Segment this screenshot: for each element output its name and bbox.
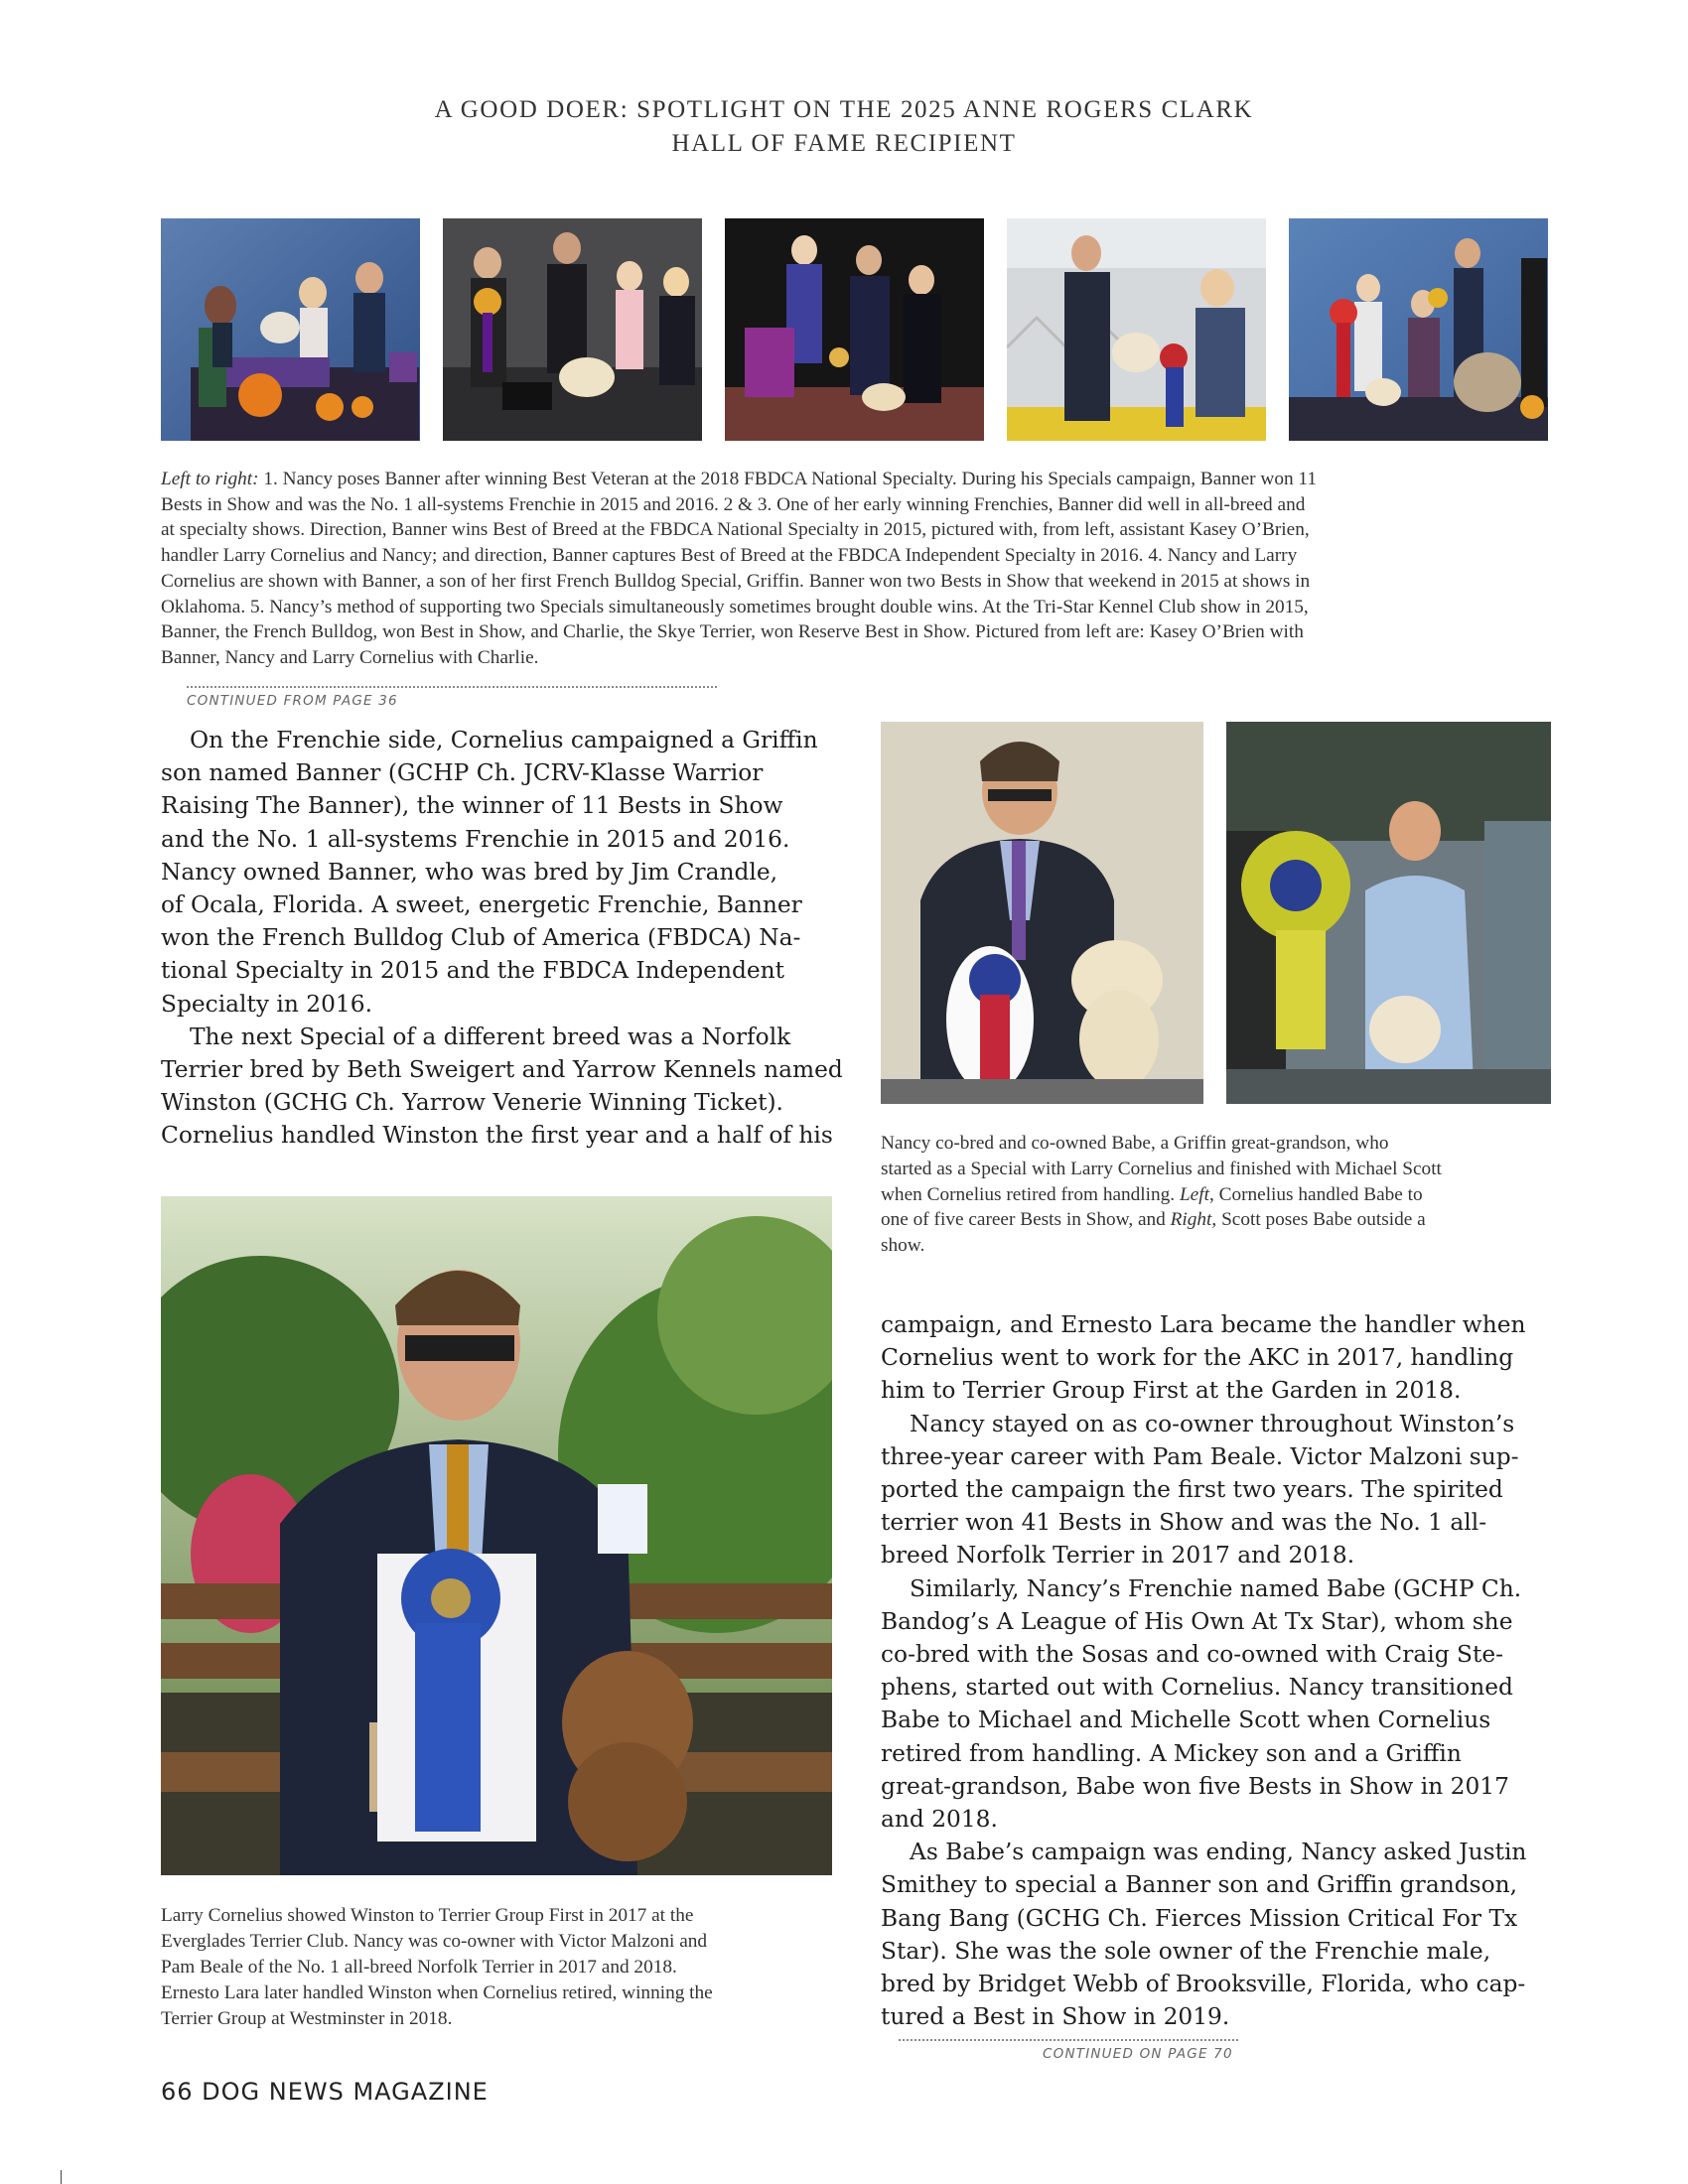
- left-body-column: [161, 724, 843, 1153]
- winston-caption-line-4: Ernesto Lara later handled Winston when Cornelius retired, winning the: [161, 1982, 713, 2003]
- caption-line-3: at specialty shows. Direction, Banner wins Best of Breed at the FBDCA National Specialty in 2015, pictured with, from left, assistant Kasey O’Brien,: [161, 519, 1310, 541]
- body-left-line-4: and the No. 1 all-systems Frenchie in 2015 and 2016.: [161, 825, 790, 853]
- body-right-line-5: three-year career with Pam Beale. Victor Malzoni sup-: [881, 1442, 1519, 1470]
- body-right-line-9: Similarly, Nancy’s Frenchie named Babe (GCHP Ch.: [910, 1574, 1522, 1602]
- body-right-line-3: him to Terrier Group First at the Garden in 2018.: [881, 1377, 1462, 1405]
- body-left-line-3: Raising The Banner), the winner of 11 Bests in Show: [161, 792, 783, 820]
- body-left-line-11: Terrier bred by Beth Sweigert and Yarrow Kennels named: [161, 1056, 843, 1084]
- top-photo-caption: [161, 467, 1551, 671]
- body-left-line-9: Specialty in 2016.: [161, 990, 372, 1018]
- crop-mark: [61, 2170, 62, 2184]
- babe-caption-left-word: Left: [1179, 1183, 1209, 1205]
- right-body-column: [881, 1308, 1556, 2033]
- continued-on-rule: [899, 2039, 1238, 2041]
- body-right-line-12: phens, started out with Cornelius. Nancy transitioned: [881, 1674, 1513, 1702]
- babe-caption-right-word: Right: [1170, 1209, 1212, 1231]
- winston-caption-line-1: Larry Cornelius showed Winston to Terrier Group First in 2017 at the: [161, 1905, 694, 1926]
- body-right-line-1: campaign, and Ernesto Lara became the handler when: [881, 1311, 1526, 1338]
- body-right-line-4: Nancy stayed on as co-owner throughout Winston’s: [910, 1410, 1515, 1437]
- photo-2-best-of-breed-2015: [443, 218, 702, 441]
- body-left-line-10: The next Special of a different breed was a Norfolk: [190, 1023, 791, 1050]
- babe-caption-line-1: Nancy co-bred and co-owned Babe, a Griffin great-grandson, who: [881, 1133, 1389, 1154]
- body-right-line-17: As Babe’s campaign was ending, Nancy asked Justin: [910, 1839, 1527, 1866]
- body-left-line-1: On the Frenchie side, Cornelius campaigned a Griffin: [190, 727, 818, 753]
- header-line-1: A GOOD DOER: SPOTLIGHT ON THE 2025 ANNE ROGERS CLARK: [434, 96, 1254, 123]
- winston-caption-line-3: Pam Beale of the No. 1 all-breed Norfolk Terrier in 2017 and 2018.: [161, 1957, 677, 1978]
- body-right-line-18: Smithey to special a Banner son and Griffin grandson,: [881, 1871, 1518, 1899]
- photo-5-tri-star-double-win: [1289, 218, 1548, 441]
- body-right-line-16: and 2018.: [881, 1806, 998, 1834]
- caption-line-6: Oklahoma. 5. Nancy’s method of supporting two Specials simultaneously sometimes brought double wins. At the Tri-Star Kennel Club show in 2015,: [161, 596, 1309, 617]
- photo-3-independent-specialty-2016: [725, 218, 984, 441]
- body-right-line-14: retired from handling. A Mickey son and a Griffin: [881, 1739, 1462, 1767]
- babe-caption-line-5: show.: [881, 1235, 925, 1257]
- winston-photo-caption: [161, 1903, 846, 2032]
- continued-on-note: CONTINUED ON PAGE 70: [1043, 2046, 1233, 2062]
- body-right-line-22: tured a Best in Show in 2019.: [881, 2003, 1230, 2031]
- body-left-line-13: Cornelius handled Winston the first year and a half of his: [161, 1122, 833, 1150]
- body-right-line-19: Bang Bang (GCHG Ch. Fierces Mission Critical For Tx: [881, 1904, 1518, 1932]
- babe-photo-caption: [881, 1131, 1556, 1259]
- winston-caption-line-5: Terrier Group at Westminster in 2018.: [161, 2008, 453, 2029]
- babe-caption-line-3: when Cornelius retired from handling.: [881, 1183, 1180, 1205]
- continued-from-note: CONTINUED FROM PAGE 36: [187, 693, 398, 709]
- caption-lead: Left to right:: [161, 469, 259, 489]
- photo-babe-with-scott: [1226, 722, 1551, 1104]
- body-right-line-8: breed Norfolk Terrier in 2017 and 2018.: [881, 1542, 1355, 1570]
- photo-babe-with-cornelius: [881, 722, 1203, 1104]
- caption-line-4: handler Larry Cornelius and Nancy; and direction, Banner captures Best of Breed at the FBDCA Independent Specialty in 2016. 4. Nancy and Larry: [161, 545, 1298, 567]
- body-left-line-7: won the French Bulldog Club of America (FBDCA) Na-: [161, 924, 801, 952]
- babe-caption-line-4: one of five career Bests in Show, and: [881, 1209, 1171, 1231]
- babe-caption-line-3b: , Cornelius handled Babe to: [1208, 1183, 1423, 1205]
- caption-line-8: Banner, Nancy and Larry Cornelius with Charlie.: [161, 646, 539, 668]
- photo-4-nancy-and-larry: [1007, 218, 1266, 441]
- caption-line-2: Bests in Show and was the No. 1 all-systems Frenchie in 2015 and 2016. 2 & 3. One of her early winning Frenchies, Banner did well in all-breed and: [161, 493, 1306, 515]
- body-left-line-2: son named Banner (GCHP Ch. JCRV-Klasse Warrior: [161, 759, 764, 787]
- photo-winston-with-cornelius: [161, 1196, 832, 1875]
- body-right-line-10: Bandog’s A League of His Own At Tx Star), whom she: [881, 1607, 1513, 1635]
- body-right-line-20: Star). She was the sole owner of the Frenchie male,: [881, 1937, 1491, 1965]
- caption-line-7: Banner, the French Bulldog, won Best in Show, and Charlie, the Skye Terrier, won Reserve Best in Show. Pictured from left are: Kasey O’Brien with: [161, 621, 1304, 643]
- babe-caption-line-2: started as a Special with Larry Cornelius and finished with Michael Scott: [881, 1158, 1442, 1179]
- page-footer: 66 DOG NEWS MAGAZINE: [161, 2078, 489, 2106]
- body-right-line-15: great-grandson, Babe won five Bests in Show in 2017: [881, 1772, 1509, 1800]
- body-left-line-8: tional Specialty in 2015 and the FBDCA Independent: [161, 957, 785, 985]
- body-right-line-6: ported the campaign the first two years. The spirited: [881, 1476, 1503, 1504]
- body-right-line-2: Cornelius went to work for the AKC in 2017, handling: [881, 1344, 1514, 1372]
- photo-1-best-veteran: [161, 218, 420, 441]
- body-left-line-5: Nancy owned Banner, who was bred by Jim Crandle,: [161, 858, 778, 886]
- winston-caption-line-2: Everglades Terrier Club. Nancy was co-owner with Victor Malzoni and: [161, 1931, 708, 1952]
- body-left-line-6: of Ocala, Florida. A sweet, energetic Frenchie, Banner: [161, 891, 802, 919]
- continued-from-rule: [187, 686, 717, 688]
- babe-caption-line-4b: , Scott poses Babe outside a: [1211, 1209, 1426, 1231]
- article-header: [0, 93, 1688, 161]
- body-right-line-11: co-bred with the Sosas and co-owned with Craig Ste-: [881, 1641, 1504, 1669]
- caption-line-5: Cornelius are shown with Banner, a son of her first French Bulldog Special, Griffin. Banner won two Bests in Show that weekend in 2015 at shows in: [161, 570, 1311, 592]
- caption-line-1: 1. Nancy poses Banner after winning Best Veteran at the 2018 FBDCA National Specialty. During his Specials campaign, Banner won 11: [258, 469, 1317, 489]
- header-line-2: HALL OF FAME RECIPIENT: [671, 130, 1017, 157]
- body-right-line-21: bred by Bridget Webb of Brooksville, Florida, who cap-: [881, 1971, 1526, 1998]
- body-right-line-7: terrier won 41 Bests in Show and was the No. 1 all-: [881, 1509, 1487, 1537]
- body-right-line-13: Babe to Michael and Michelle Scott when Cornelius: [881, 1706, 1491, 1734]
- body-left-line-12: Winston (GCHG Ch. Yarrow Venerie Winning Ticket).: [161, 1089, 783, 1117]
